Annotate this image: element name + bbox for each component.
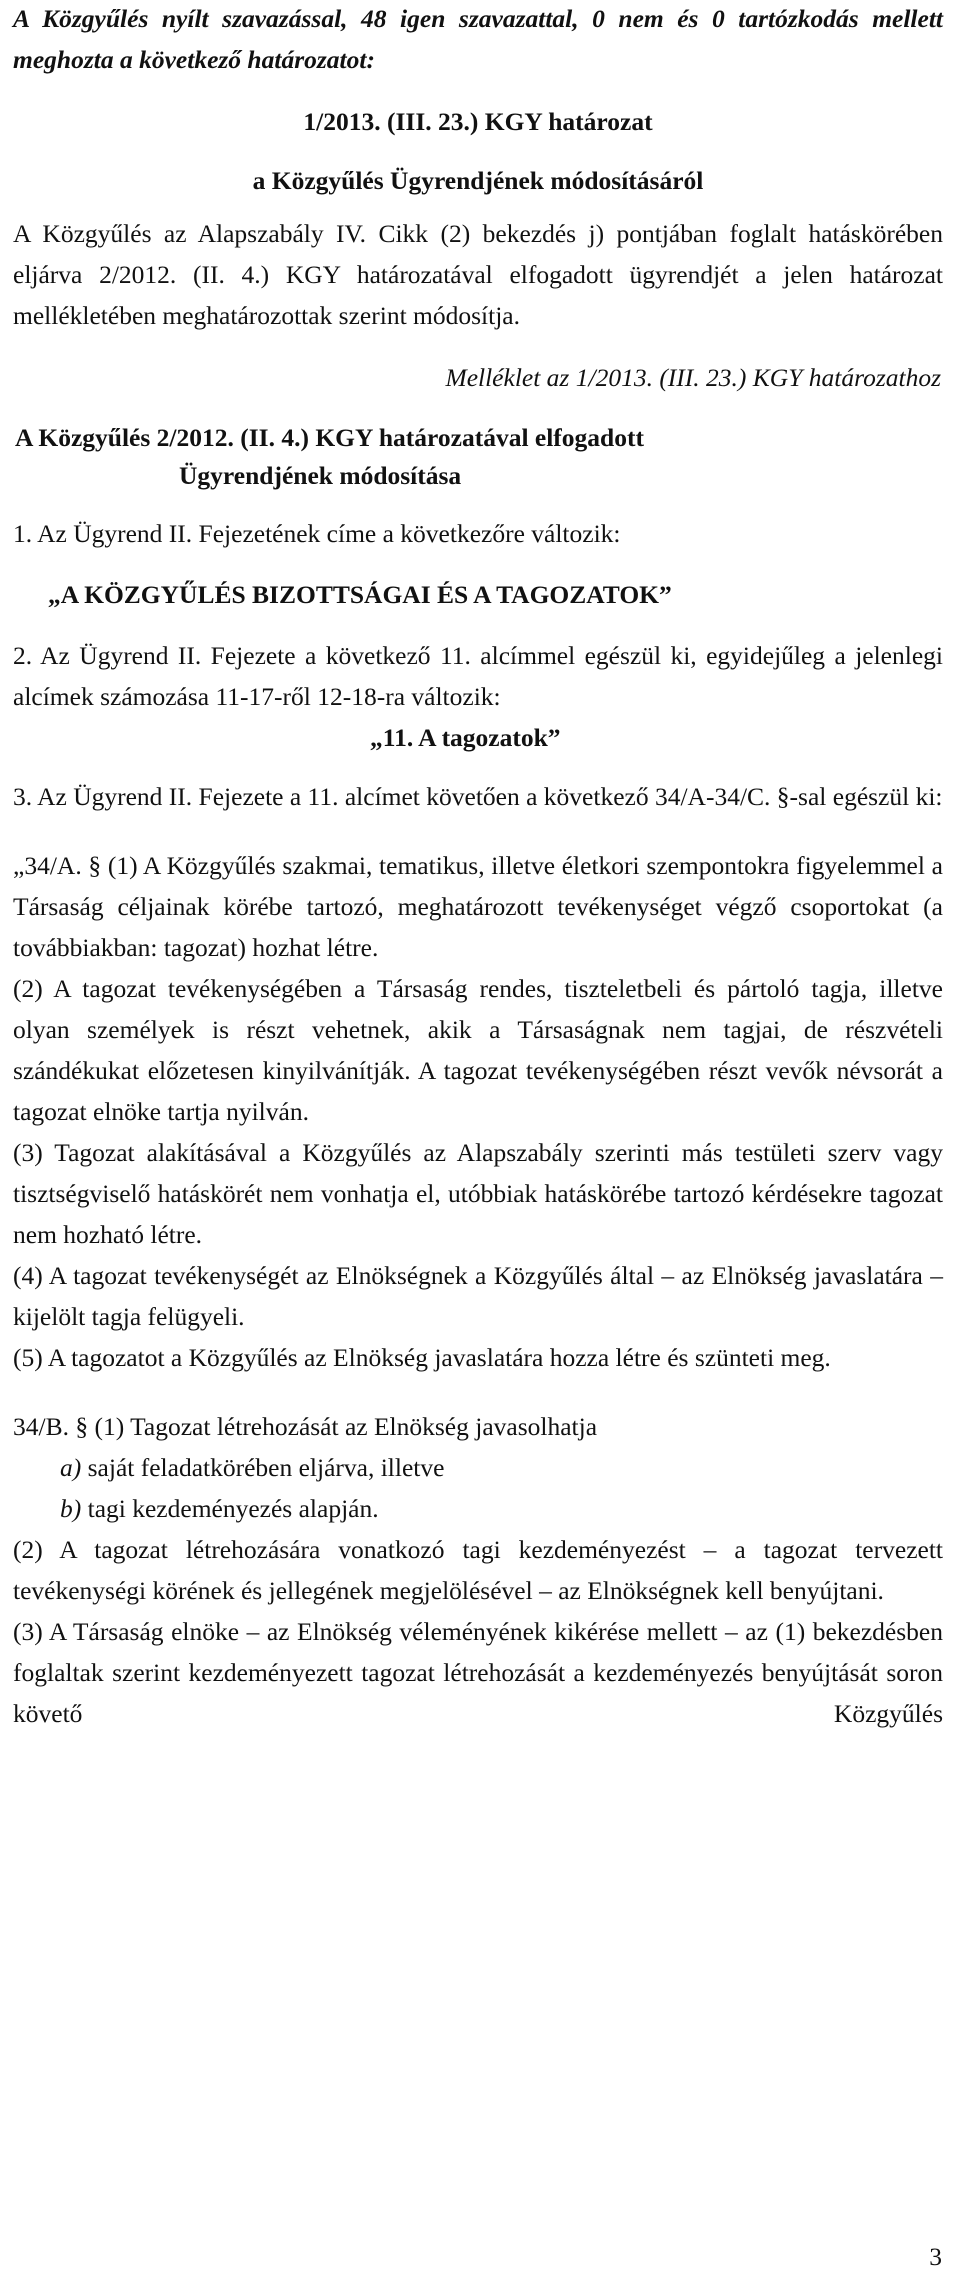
section-34b-paragraph-3: (3) A Társaság elnöke – az Elnökség véleményének kikérése mellett – az (1) bekezdésben foglaltak szerint kezdeményezett tagozat létrehozását a kezdeményezés benyújtását soron követő Közgyűlés — [13, 1617, 943, 1728]
section-34a-paragraph-5: (5) A tagozatot a Közgyűlés az Elnökség javaslatára hozza létre és szünteti meg. — [13, 1343, 831, 1372]
resolution-subtitle: a Közgyűlés Ügyrendjének módosításáról — [252, 166, 704, 195]
resolution-title: 1/2013. (III. 23.) KGY határozat — [303, 107, 653, 136]
section-34b-paragraph-2: (2) A tagozat létrehozására vonatkozó tagi kezdeményezést – a tagozat tervezett tevékenységi körének és jellegének megjelölésével – az Elnökségnek kell benyújtani. — [13, 1535, 943, 1605]
section-34a-paragraph-4: (4) A tagozat tevékenységét az Elnökségnek a Közgyűlés által – az Elnökség javaslatára – kijelölt tagja felügyeli. — [13, 1261, 943, 1331]
point-a-text: saját feladatkörében eljárva, illetve — [81, 1453, 445, 1482]
annex-title-line2: Ügyrendjének módosítása — [179, 461, 462, 490]
resolution-body: A Közgyűlés az Alapszabály IV. Cikk (2) bekezdés j) pontjában foglalt hatáskörében eljárva 2/2012. (II. 4.) KGY határozatával elfogadott ügyrendjét a jelen határozat mellékletében meghatározottak szerint módosítja. — [13, 219, 943, 330]
point-a-marker: a) — [60, 1453, 82, 1482]
point-b-text: tagi kezdeményezés alapján. — [81, 1494, 379, 1523]
section-34b-paragraph-1: 34/B. § (1) Tagozat létrehozását az Elnökség javasolhatja — [13, 1412, 598, 1441]
intro-text: A Közgyűlés nyílt szavazással, 48 igen szavazattal, 0 nem és 0 tartózkodás mellett meghozta a következő határozatot: — [13, 4, 943, 74]
page-number: 3 — [929, 2242, 942, 2271]
item-3: 3. Az Ügyrend II. Fejezete a 11. alcímet követően a következő 34/A-34/C. §-sal egészül ki: — [13, 782, 943, 811]
section-34a-paragraph-1: „34/A. § (1) A Közgyűlés szakmai, tematikus, illetve életkori szempontokra figyelemmel a Társaság céljainak körébe tartozó, meghatározott tevékenységet végző csoportokat (a továbbiakban: tagozat) hozhat létre. — [13, 851, 943, 962]
item-2-heading: „11. A tagozatok” — [370, 723, 561, 752]
annex-reference: Melléklet az 1/2013. (III. 23.) KGY határozathoz — [445, 363, 941, 392]
section-34b-point-a — [13, 1447, 943, 1488]
document-content — [13, 0, 943, 1734]
item-1: 1. Az Ügyrend II. Fejezetének címe a következőre változik: — [13, 519, 621, 548]
item-1-heading: „A KÖZGYŰLÉS BIZOTTSÁGAI ÉS A TAGOZATOK” — [48, 580, 672, 609]
annex-title-line1: A Közgyűlés 2/2012. (II. 4.) KGY határozatával elfogadott — [15, 423, 644, 452]
section-34a-paragraph-3: (3) Tagozat alakításával a Közgyűlés az Alapszabály szerinti más testületi szerv vagy tisztségviselő hatáskörét nem vonhatja el, utóbbiak hatáskörébe tartozó kérdésekre tagozat nem hozható létre. — [13, 1138, 943, 1249]
section-34a-paragraph-2: (2) A tagozat tevékenységében a Társaság rendes, tiszteletbeli és pártoló tagja, illetve olyan személyek is részt vehetnek, akik a Társaságnak nem tagjai, de részvételi szándékukat előzetesen kinyilvánítják. A tagozat tevékenységében részt vevők névsorát a tagozat elnöke tartja nyilván. — [13, 974, 943, 1126]
item-2: 2. Az Ügyrend II. Fejezete a következő 11. alcímmel egészül ki, egyidejűleg a jelenlegi alcímek számozása 11-17-ről 12-18-ra változik: — [13, 641, 943, 711]
point-b-marker: b) — [60, 1494, 82, 1523]
section-34b-point-b — [13, 1488, 943, 1529]
